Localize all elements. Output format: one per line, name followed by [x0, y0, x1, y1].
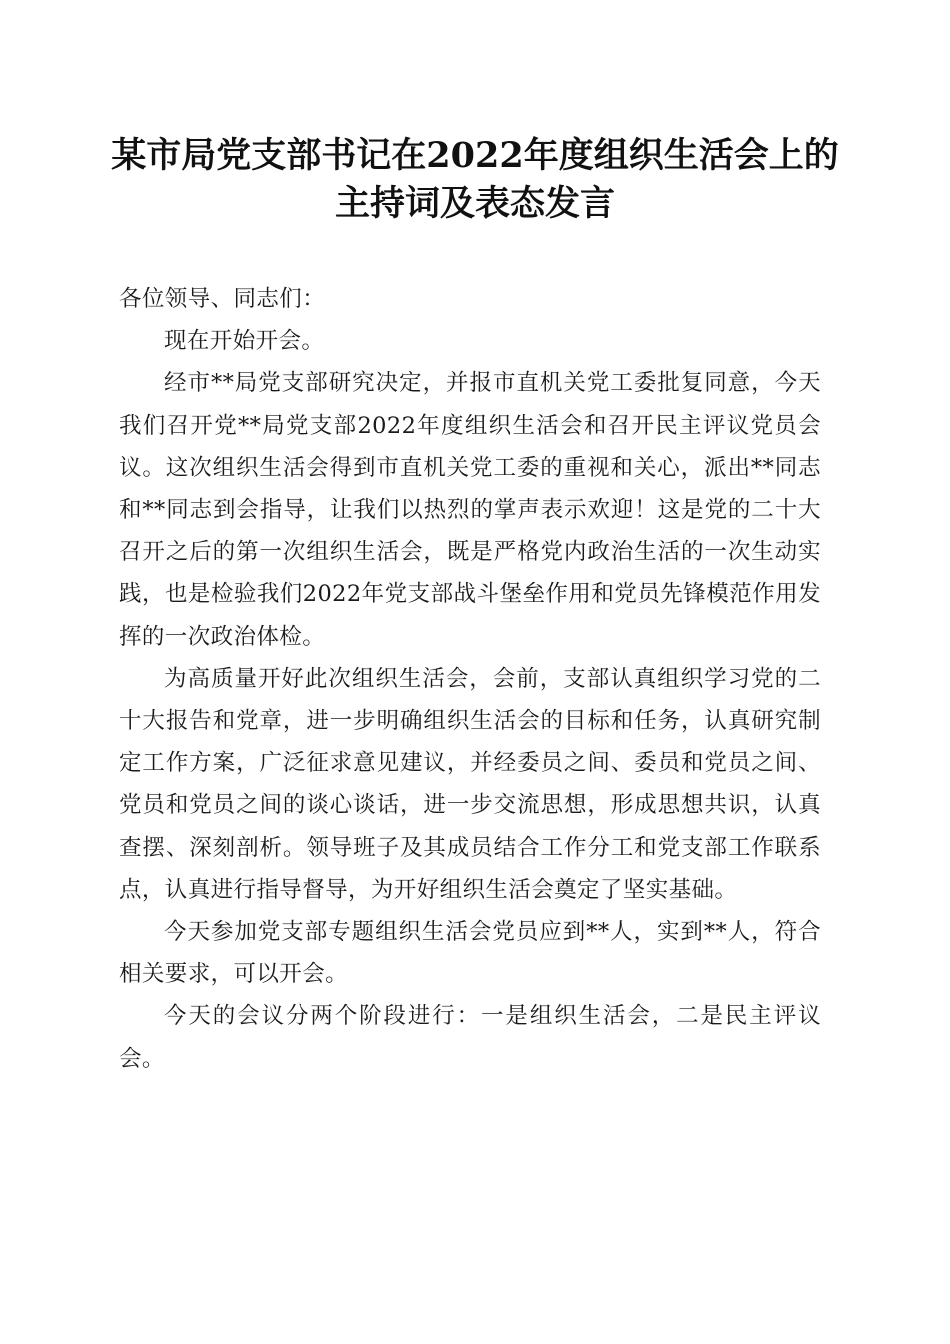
paragraph-opening: 现在开始开会。: [164, 328, 325, 355]
document-body: [119, 278, 821, 1080]
paragraph-attendance: 今天参加党支部专题组织生活会党员应到**人，实到**人，符合相关要求，可以开会。: [119, 919, 821, 988]
paragraph-background: 经市**局党支部研究决定，并报市直机关党工委批复同意，今天我们召开党**局党支部2022年度组织生活会和召开民主评议党员会议。这次组织生活会得到市直机关党工委的重视和关心，派出**同志和**同志到会指导，让我们以热烈的掌声表示欢迎！这是党的二十大召开之后的第一次组织生活会，既是严格党内政治生活的一次生动实践，也是检验我们2022年党支部战斗堡垒作用和党员先锋模范作用发挥的一次政治体检。: [119, 370, 821, 650]
paragraph-agenda: 今天的会议分两个阶段进行：一是组织生活会，二是民主评议会。: [119, 1003, 821, 1072]
document-title: 某市局党支部书记在2022年度组织生活会上的主持词及表态发言: [111, 135, 839, 224]
salutation: 各位领导、同志们：: [119, 286, 326, 312]
paragraph-preparation: 为高质量开好此次组织生活会，会前，支部认真组织学习党的二十大报告和党章，进一步明确组织生活会的目标和任务，认真研究制定工作方案，广泛征求意见建议，并经委员之间、委员和党员之间、党员和党员之间的谈心谈话，进一步交流思想，形成思想共识，认真查摆、深刻剖析。领导班子及其成员结合工作分工和党支部工作联系点，认真进行指导督导，为开好组织生活会奠定了坚实基础。: [119, 665, 821, 903]
